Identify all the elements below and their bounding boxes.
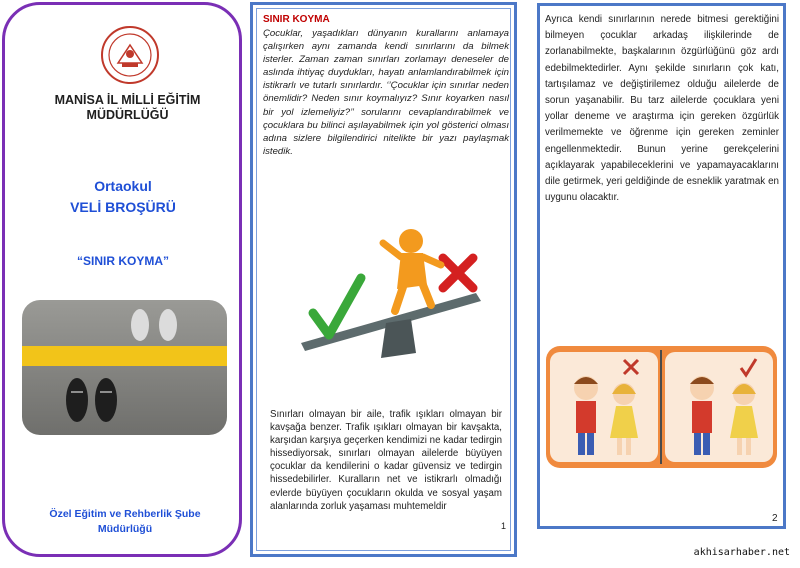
organization-name: MANİSA İL MİLLİ EĞİTİM MÜDÜRLÜĞÜ xyxy=(54,93,201,122)
body-paragraph: Ayrıca kendi sınırlarının nerede bitmesi gerektiğini bilmeyen çocuklar arkadaş ilişkilerinde de zorlanabilmekte, başkalarının özgürlüğünü göz ardı edebilmektedirler. Aynı şekilde sınırların çok katı, tartışılamaz ve değiştirilemez olduğu ailelerde de sorun yaşanabilir. Bu tarz ailelerde çocuklara yeni yollar deneme ve araştırma için gereken özgürlük verilmemekte ve öğrenme için gereken zeminler engellenmektedir. Bunun yerine gerekçelerini açıklayarak yapabileceklerini ve yapamayacaklarını dile getirmek, yeri geldiğinde de esneklik yaratmak en uygunu olacaktır. xyxy=(545,14,779,204)
page-number: 1 xyxy=(501,521,507,531)
details-panel xyxy=(537,3,786,529)
intro-panel xyxy=(250,2,517,557)
subject-title: “SINIR KOYMA” xyxy=(76,254,169,268)
ministry-seal-icon xyxy=(100,25,160,85)
page-number: 2 xyxy=(772,513,778,524)
children-boundaries-illustration xyxy=(546,346,777,468)
brochure-title: VELİ BROŞÜRÜ xyxy=(70,199,176,215)
body-paragraph: Sınırları olmayan bir aile, trafik ışıkları olmayan bir kavşağa benzer. Trafik ışıkları olmayan bir kavşakta, karşıdan karşıya geçerken kendimizi ne kadar tedirgin hissediyorsak, sınırları olmayan ailelerde büyüyen çocuklar da kendilerini o kadar güvensiz ve tedirgin hissedebilirler. Kuralların net ve istikrarlı olmadığı evlerde büyüyen çocukların okulda ve sosyal yaşam alanlarında zorluk yaşaması muhtemeldir xyxy=(270,409,502,512)
check-icon xyxy=(313,278,361,335)
cross-icon xyxy=(443,258,473,288)
school-level: Ortaokul xyxy=(94,178,152,194)
section-heading: SINIR KOYMA xyxy=(263,14,330,25)
site-watermark: akhisarhaber.net xyxy=(693,547,790,558)
intro-paragraph: Çocuklar, yaşadıkları dünyanın kurallarını anlamaya çalışırken aynı zamanda kendi sınırlarını da bilmek isterler. Zaman zaman sınırları zorlamayı deneseler de aslında ihtiyaç duydukları, hayatı anlamlandırabilmek için istikrarlı ve tutarlı sınırlardır. ‘’Çocuklar için sınırlar neden önemlidir? Neden sınır koymalıyız? Sınır koyarken nasıl bir yol izlemeliyiz?’’ sorularını cevaplandırabilmek ve çocuklara bu bilinci aşılayabilmek için yol gösterici olması adına sizlere bilgilendirici nitelikte bir yazı paylaşmak istedik. xyxy=(263,28,509,157)
cover-panel xyxy=(2,2,242,557)
boundary-line-photo xyxy=(22,300,227,435)
balance-seesaw-illustration xyxy=(291,223,491,363)
department-name: Özel Eğitim ve Rehberlik Şube Müdürlüğü xyxy=(49,508,201,535)
